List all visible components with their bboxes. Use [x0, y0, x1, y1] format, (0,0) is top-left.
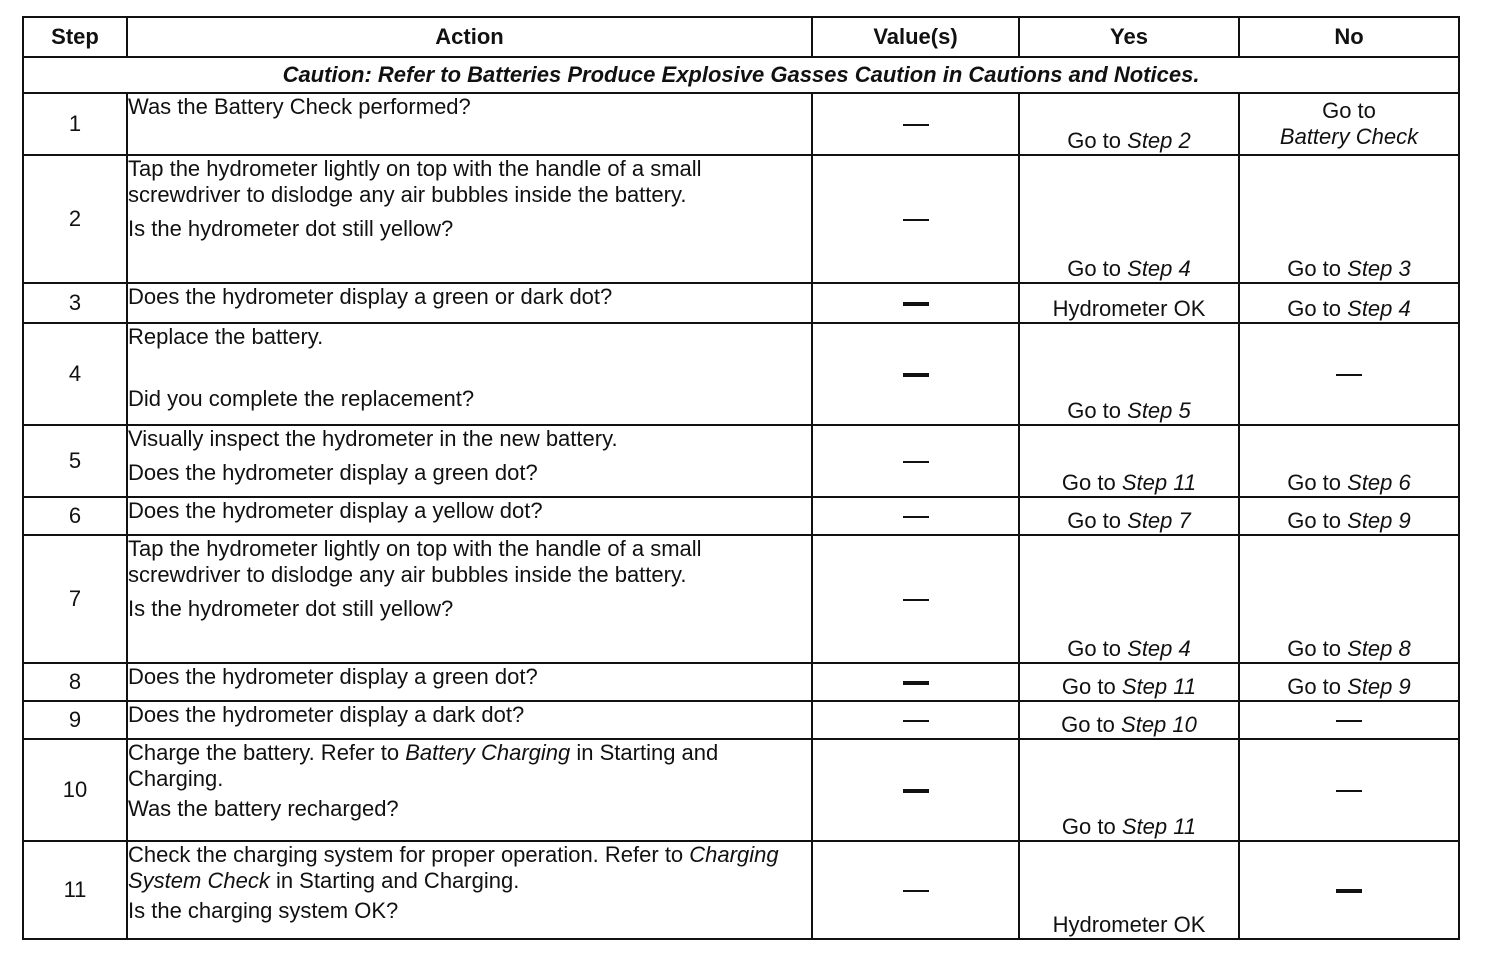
- goto-label: Go to: [1067, 256, 1122, 281]
- step-word: Step: [1347, 508, 1393, 533]
- action-text: Does the hydrometer display a dark dot?: [128, 702, 525, 727]
- no-cell: [1239, 155, 1459, 283]
- value-cell: [812, 701, 1019, 739]
- step-word: Step: [1347, 256, 1393, 281]
- procedure-ref: Charging System Check: [128, 842, 779, 893]
- step-word: Step: [1127, 508, 1173, 533]
- action-text: Replace the battery.: [128, 324, 324, 349]
- yes-cell: [1019, 155, 1239, 283]
- yes-step-ref: 7: [1178, 508, 1191, 533]
- diagnostic-table: [22, 16, 1460, 940]
- action-text-post: in Starting and Charging.: [128, 740, 719, 791]
- no-cell: [1239, 535, 1459, 663]
- yes-step-ref: 10: [1172, 712, 1197, 737]
- goto-label: Go to: [1322, 98, 1376, 123]
- action-cell: [127, 155, 812, 283]
- no-cell: [1239, 283, 1459, 323]
- dash-mark: [903, 789, 929, 793]
- table-row: [23, 93, 1459, 155]
- action-cell: [127, 323, 812, 425]
- step-word: Step: [1121, 470, 1168, 495]
- action-question: Was the battery recharged?: [128, 796, 399, 821]
- step-word: Step: [1347, 470, 1393, 495]
- dash-mark: [903, 124, 929, 126]
- step-number: 6: [23, 497, 127, 535]
- action-text: Does the hydrometer display a yellow dot?: [128, 498, 543, 523]
- yes-cell: [1019, 663, 1239, 701]
- goto-label: Go to: [1067, 508, 1122, 533]
- action-question: Did you complete the replacement?: [128, 386, 475, 411]
- no-cell: [1239, 663, 1459, 701]
- action-text-pre: Check the charging system for proper operation. Refer to: [128, 842, 690, 867]
- action-text: [128, 740, 811, 792]
- step-number: 11: [23, 841, 127, 939]
- procedure-ref: Battery Charging: [405, 740, 571, 765]
- action-text: Tap the hydrometer lightly on top with the handle of a small screwdriver to dislodge any air bubbles inside the battery.: [128, 156, 702, 207]
- dash-mark: [903, 681, 929, 685]
- no-step-ref: 8: [1398, 636, 1411, 661]
- action-text-pre: Charge the battery. Refer to: [128, 740, 406, 765]
- action-cell: [127, 283, 812, 323]
- action-text: Tap the hydrometer lightly on top with the handle of a small screwdriver to dislodge any air bubbles inside the battery.: [128, 536, 702, 587]
- goto-label: Go to: [1061, 814, 1116, 839]
- table-row: [23, 535, 1459, 663]
- action-text: Visually inspect the hydrometer in the new battery.: [128, 426, 618, 451]
- goto-label: Go to: [1287, 256, 1342, 281]
- yes-cell: [1019, 323, 1239, 425]
- dash-mark: [903, 599, 929, 601]
- yes-step-ref: 4: [1178, 636, 1191, 661]
- goto-label: Go to: [1067, 398, 1122, 423]
- table-row: [23, 283, 1459, 323]
- step-number: 9: [23, 701, 127, 739]
- no-cell: [1239, 739, 1459, 841]
- no-cell: [1239, 425, 1459, 497]
- value-cell: [812, 663, 1019, 701]
- action-text: Was the Battery Check performed?: [128, 94, 471, 119]
- value-cell: [812, 497, 1019, 535]
- value-cell: [812, 535, 1019, 663]
- step-word: Step: [1347, 674, 1393, 699]
- header-action: Action: [127, 17, 812, 57]
- header-values: Value(s): [812, 17, 1019, 57]
- no-cell: [1239, 93, 1459, 155]
- goto-label: Go to: [1287, 508, 1342, 533]
- yes-cell: Hydrometer OK: [1019, 841, 1239, 939]
- no-step-ref: 6: [1398, 470, 1411, 495]
- dash-mark: [1336, 374, 1362, 376]
- table-row: [23, 323, 1459, 425]
- goto-label: Go to: [1061, 674, 1116, 699]
- header-row: [23, 17, 1459, 57]
- no-cell: [1239, 497, 1459, 535]
- step-number: 2: [23, 155, 127, 283]
- action-cell: [127, 739, 812, 841]
- no-ref: Battery Check: [1279, 124, 1419, 149]
- yes-step-ref: 11: [1173, 674, 1197, 699]
- value-cell: [812, 155, 1019, 283]
- action-cell: [127, 663, 812, 701]
- value-cell: [812, 93, 1019, 155]
- step-word: Step: [1121, 712, 1167, 737]
- action-question: Is the hydrometer dot still yellow?: [128, 216, 454, 241]
- step-word: Step: [1127, 256, 1173, 281]
- yes-step-ref: 2: [1178, 128, 1191, 153]
- caution-text: Caution: Refer to Batteries Produce Explosive Gasses Caution in Cautions and Notices.: [23, 57, 1459, 93]
- action-question: Is the hydrometer dot still yellow?: [128, 596, 454, 621]
- step-number: 8: [23, 663, 127, 701]
- yes-cell: [1019, 425, 1239, 497]
- yes-step-ref: 5: [1178, 398, 1191, 423]
- action-cell: [127, 497, 812, 535]
- step-number: 3: [23, 283, 127, 323]
- step-number: 5: [23, 425, 127, 497]
- table-row: [23, 739, 1459, 841]
- action-cell: [127, 425, 812, 497]
- step-word: Step: [1121, 674, 1168, 699]
- table-row: [23, 497, 1459, 535]
- table-row: [23, 155, 1459, 283]
- dash-mark: [1336, 889, 1362, 893]
- dash-mark: [903, 890, 929, 892]
- step-number: 4: [23, 323, 127, 425]
- yes-cell: [1019, 497, 1239, 535]
- caution-row: [23, 57, 1459, 93]
- step-word: Step: [1121, 814, 1168, 839]
- step-number: 10: [23, 739, 127, 841]
- table-row: [23, 663, 1459, 701]
- table-row: [23, 425, 1459, 497]
- dash-mark: [903, 373, 929, 377]
- action-text: Does the hydrometer display a green dot?: [128, 664, 538, 689]
- action-cell: [127, 841, 812, 939]
- goto-label: Go to: [1287, 470, 1342, 495]
- no-cell: [1239, 701, 1459, 739]
- action-question: Is the charging system OK?: [128, 898, 399, 923]
- step-number: 7: [23, 535, 127, 663]
- action-cell: [127, 535, 812, 663]
- yes-cell: [1019, 739, 1239, 841]
- action-text: [128, 842, 811, 894]
- step-word: Step: [1127, 128, 1173, 153]
- no-cell: [1239, 323, 1459, 425]
- dash-mark: [1336, 790, 1362, 792]
- yes-cell: Hydrometer OK: [1019, 283, 1239, 323]
- goto-label: Go to: [1061, 470, 1116, 495]
- table-row: [23, 841, 1459, 939]
- action-cell: [127, 93, 812, 155]
- dash-mark: [1336, 720, 1362, 722]
- value-cell: [812, 323, 1019, 425]
- goto-label: Go to: [1067, 636, 1122, 661]
- yes-step-ref: 11: [1173, 814, 1197, 839]
- value-cell: [812, 425, 1019, 497]
- goto-label: Go to: [1287, 636, 1342, 661]
- step-word: Step: [1127, 636, 1173, 661]
- goto-label: Go to: [1287, 296, 1342, 321]
- yes-step-ref: 11: [1173, 470, 1197, 495]
- header-step: Step: [23, 17, 127, 57]
- value-cell: [812, 841, 1019, 939]
- yes-cell: [1019, 535, 1239, 663]
- dash-mark: [903, 516, 929, 518]
- dash-mark: [903, 219, 929, 221]
- step-word: Step: [1347, 296, 1393, 321]
- no-step-ref: 3: [1398, 256, 1411, 281]
- no-step-ref: 9: [1398, 508, 1411, 533]
- yes-cell: [1019, 93, 1239, 155]
- no-step-ref: 4: [1398, 296, 1411, 321]
- value-cell: [812, 283, 1019, 323]
- no-step-ref: 9: [1398, 674, 1411, 699]
- dash-mark: [903, 302, 929, 306]
- no-cell: [1239, 841, 1459, 939]
- goto-label: Go to: [1287, 674, 1342, 699]
- action-text-post: in Starting and Charging.: [269, 868, 520, 893]
- goto-label: Go to: [1061, 712, 1115, 737]
- dash-mark: [903, 720, 929, 722]
- step-number: 1: [23, 93, 127, 155]
- yes-step-ref: 4: [1178, 256, 1191, 281]
- action-question: Does the hydrometer display a green dot?: [128, 460, 538, 485]
- action-cell: [127, 701, 812, 739]
- dash-mark: [903, 461, 929, 463]
- table-row: [23, 701, 1459, 739]
- header-no: No: [1239, 17, 1459, 57]
- goto-label: Go to: [1067, 128, 1122, 153]
- value-cell: [812, 739, 1019, 841]
- step-word: Step: [1347, 636, 1393, 661]
- action-text: Does the hydrometer display a green or dark dot?: [128, 284, 613, 309]
- step-word: Step: [1127, 398, 1173, 423]
- yes-cell: [1019, 701, 1239, 739]
- header-yes: Yes: [1019, 17, 1239, 57]
